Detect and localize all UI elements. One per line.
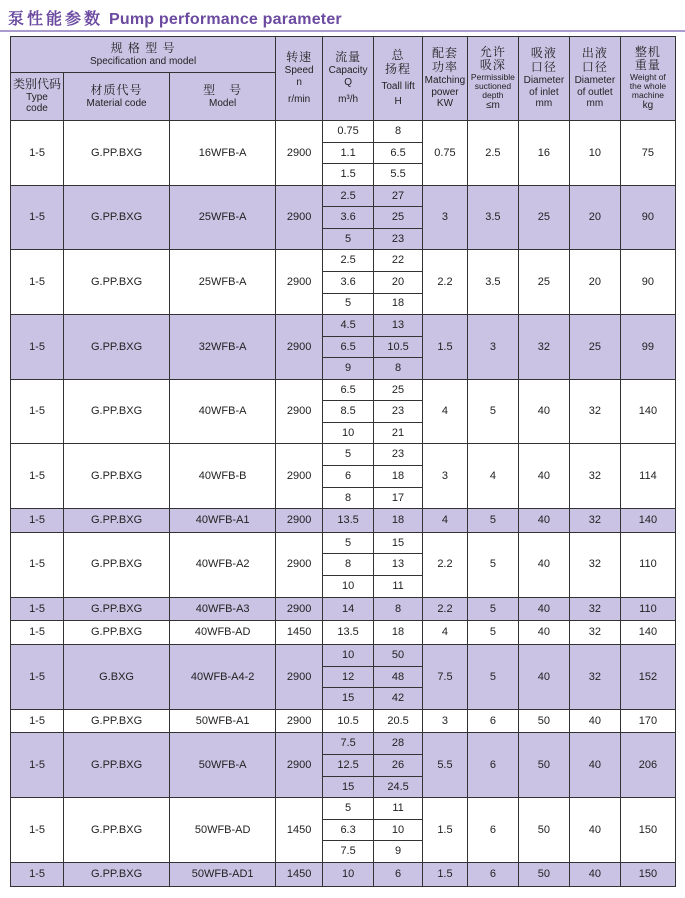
inlet-cell: 16 [518, 121, 569, 186]
capacity-cell: 5 [323, 532, 374, 554]
table-row [11, 733, 676, 755]
lift-cell: 22 [374, 250, 423, 272]
inlet-cell: 32 [518, 315, 569, 380]
weight-cell: 150 [620, 798, 675, 863]
material-code-cell: G.PP.BXG [64, 733, 170, 798]
lift-cell: 28 [374, 733, 423, 755]
speed-cell: 1450 [276, 798, 323, 863]
material-code-cell: G.PP.BXG [64, 862, 170, 886]
power-cell: 1.5 [423, 315, 468, 380]
weight-cell: 114 [620, 444, 675, 509]
power-cell: 3 [423, 709, 468, 733]
capacity-cell: 1.1 [323, 142, 374, 164]
material-code-cell: G.PP.BXG [64, 509, 170, 533]
speed-cell: 2900 [276, 121, 323, 186]
table-row [11, 621, 676, 645]
capacity-cell: 3.6 [323, 271, 374, 293]
capacity-cell: 13.5 [323, 621, 374, 645]
outlet-cell: 32 [569, 621, 620, 645]
suction-cell: 3 [467, 315, 518, 380]
lift-cell: 21 [374, 422, 423, 444]
speed-cell: 2900 [276, 444, 323, 509]
lift-cell: 13 [374, 554, 423, 576]
inlet-cell: 40 [518, 509, 569, 533]
model-cell: 40WFB-AD [170, 621, 276, 645]
model-cell: 32WFB-A [170, 315, 276, 380]
type-code-cell: 1-5 [11, 798, 64, 863]
suction-cell: 3.5 [467, 250, 518, 315]
capacity-cell: 9 [323, 358, 374, 380]
model-cell: 40WFB-A [170, 379, 276, 444]
lift-cell: 50 [374, 645, 423, 667]
capacity-cell: 6 [323, 466, 374, 488]
lift-cell: 42 [374, 688, 423, 710]
inlet-cell: 40 [518, 444, 569, 509]
inlet-header: 吸液 口径 Diameter of inlet mm [518, 37, 569, 121]
capacity-cell: 1.5 [323, 164, 374, 186]
type-code-header: 类别代码 Type code [11, 73, 64, 121]
outlet-cell: 40 [569, 733, 620, 798]
suction-cell: 5 [467, 509, 518, 533]
weight-cell: 206 [620, 733, 675, 798]
speed-cell: 2900 [276, 379, 323, 444]
capacity-cell: 6.5 [323, 379, 374, 401]
weight-cell: 140 [620, 621, 675, 645]
speed-cell: 2900 [276, 709, 323, 733]
lift-cell: 11 [374, 798, 423, 820]
suction-cell: 4 [467, 444, 518, 509]
speed-cell: 1450 [276, 862, 323, 886]
power-cell: 7.5 [423, 645, 468, 710]
material-code-cell: G.PP.BXG [64, 597, 170, 621]
table-row [11, 121, 676, 143]
model-cell: 40WFB-A1 [170, 509, 276, 533]
type-code-cell: 1-5 [11, 862, 64, 886]
speed-cell: 2900 [276, 733, 323, 798]
material-code-cell: G.PP.BXG [64, 621, 170, 645]
lift-header: 总 扬程 Toall lift H [374, 37, 423, 121]
speed-cell: 2900 [276, 597, 323, 621]
capacity-cell: 12.5 [323, 755, 374, 777]
inlet-cell: 50 [518, 798, 569, 863]
power-cell: 3 [423, 444, 468, 509]
lift-cell: 5.5 [374, 164, 423, 186]
inlet-cell: 40 [518, 532, 569, 597]
type-code-cell: 1-5 [11, 121, 64, 186]
suction-cell: 5 [467, 597, 518, 621]
outlet-cell: 25 [569, 315, 620, 380]
lift-cell: 17 [374, 487, 423, 509]
lift-cell: 13 [374, 315, 423, 337]
lift-cell: 48 [374, 666, 423, 688]
inlet-cell: 40 [518, 645, 569, 710]
lift-cell: 26 [374, 755, 423, 777]
weight-cell: 170 [620, 709, 675, 733]
speed-header: 转速 Speed n r/min [276, 37, 323, 121]
model-cell: 50WFB-A1 [170, 709, 276, 733]
outlet-cell: 32 [569, 444, 620, 509]
spec-header: 规 格 型 号 Specification and model [11, 37, 276, 73]
material-code-cell: G.PP.BXG [64, 185, 170, 250]
capacity-cell: 2.5 [323, 185, 374, 207]
model-cell: 40WFB-B [170, 444, 276, 509]
capacity-cell: 10 [323, 422, 374, 444]
weight-cell: 99 [620, 315, 675, 380]
speed-cell: 2900 [276, 185, 323, 250]
weight-cell: 152 [620, 645, 675, 710]
lift-cell: 27 [374, 185, 423, 207]
type-code-cell: 1-5 [11, 597, 64, 621]
outlet-header: 出液 口径 Diameter of outlet mm [569, 37, 620, 121]
table-row [11, 185, 676, 207]
lift-cell: 8 [374, 121, 423, 143]
capacity-cell: 0.75 [323, 121, 374, 143]
capacity-cell: 8 [323, 487, 374, 509]
table-row [11, 862, 676, 886]
speed-cell: 1450 [276, 621, 323, 645]
weight-cell: 90 [620, 250, 675, 315]
type-code-cell: 1-5 [11, 621, 64, 645]
inlet-cell: 40 [518, 379, 569, 444]
suction-cell: 6 [467, 733, 518, 798]
table-row [11, 597, 676, 621]
inlet-cell: 50 [518, 709, 569, 733]
lift-cell: 10 [374, 819, 423, 841]
table-row [11, 444, 676, 466]
lift-cell: 20.5 [374, 709, 423, 733]
lift-cell: 24.5 [374, 776, 423, 798]
material-code-cell: G.PP.BXG [64, 444, 170, 509]
lift-cell: 23 [374, 444, 423, 466]
model-cell: 50WFB-AD [170, 798, 276, 863]
lift-cell: 15 [374, 532, 423, 554]
model-cell: 40WFB-A2 [170, 532, 276, 597]
type-code-cell: 1-5 [11, 250, 64, 315]
lift-cell: 6 [374, 862, 423, 886]
table-header [11, 37, 676, 121]
lift-cell: 8 [374, 358, 423, 380]
capacity-cell: 3.6 [323, 207, 374, 229]
lift-cell: 18 [374, 293, 423, 315]
speed-cell: 2900 [276, 315, 323, 380]
capacity-cell: 8 [323, 554, 374, 576]
outlet-cell: 40 [569, 862, 620, 886]
suction-cell: 5 [467, 645, 518, 710]
outlet-cell: 20 [569, 250, 620, 315]
power-cell: 1.5 [423, 798, 468, 863]
lift-cell: 25 [374, 207, 423, 229]
inlet-cell: 40 [518, 621, 569, 645]
material-code-cell: G.PP.BXG [64, 121, 170, 186]
lift-cell: 9 [374, 841, 423, 863]
capacity-cell: 7.5 [323, 733, 374, 755]
inlet-cell: 25 [518, 185, 569, 250]
lift-cell: 18 [374, 509, 423, 533]
capacity-cell: 5 [323, 444, 374, 466]
model-cell: 16WFB-A [170, 121, 276, 186]
capacity-cell: 6.3 [323, 819, 374, 841]
outlet-cell: 32 [569, 645, 620, 710]
suction-cell: 6 [467, 862, 518, 886]
type-code-cell: 1-5 [11, 444, 64, 509]
type-code-cell: 1-5 [11, 709, 64, 733]
capacity-cell: 12 [323, 666, 374, 688]
capacity-cell: 5 [323, 228, 374, 250]
suction-cell: 2.5 [467, 121, 518, 186]
type-code-cell: 1-5 [11, 379, 64, 444]
model-cell: 50WFB-AD1 [170, 862, 276, 886]
suction-cell: 6 [467, 798, 518, 863]
capacity-header: 流量 Capacity Q m³/h [323, 37, 374, 121]
material-code-cell: G.PP.BXG [64, 709, 170, 733]
outlet-cell: 32 [569, 379, 620, 444]
outlet-cell: 32 [569, 509, 620, 533]
power-cell: 4 [423, 621, 468, 645]
lift-cell: 8 [374, 597, 423, 621]
inlet-cell: 25 [518, 250, 569, 315]
weight-cell: 140 [620, 509, 675, 533]
model-cell: 40WFB-A3 [170, 597, 276, 621]
type-code-cell: 1-5 [11, 315, 64, 380]
lift-cell: 23 [374, 401, 423, 423]
type-code-cell: 1-5 [11, 185, 64, 250]
table-row [11, 709, 676, 733]
outlet-cell: 10 [569, 121, 620, 186]
suction-cell: 6 [467, 709, 518, 733]
type-code-cell: 1-5 [11, 509, 64, 533]
material-code-cell: G.BXG [64, 645, 170, 710]
capacity-cell: 5 [323, 293, 374, 315]
outlet-cell: 32 [569, 532, 620, 597]
material-code-cell: G.PP.BXG [64, 315, 170, 380]
suction-cell: 3.5 [467, 185, 518, 250]
capacity-cell: 2.5 [323, 250, 374, 272]
weight-header: 整机 重量 Weight of the whole machine kg [620, 37, 675, 121]
weight-cell: 90 [620, 185, 675, 250]
type-code-cell: 1-5 [11, 733, 64, 798]
capacity-cell: 15 [323, 776, 374, 798]
lift-cell: 10.5 [374, 336, 423, 358]
capacity-cell: 10 [323, 575, 374, 597]
outlet-cell: 32 [569, 597, 620, 621]
power-cell: 1.5 [423, 862, 468, 886]
inlet-cell: 50 [518, 733, 569, 798]
weight-cell: 140 [620, 379, 675, 444]
power-header: 配套 功率 Matching power KW [423, 37, 468, 121]
weight-cell: 150 [620, 862, 675, 886]
power-cell: 4 [423, 509, 468, 533]
outlet-cell: 40 [569, 709, 620, 733]
capacity-cell: 10 [323, 645, 374, 667]
table-row [11, 379, 676, 401]
pump-performance-table [10, 36, 676, 887]
page-title [8, 6, 342, 26]
power-cell: 2.2 [423, 250, 468, 315]
lift-cell: 6.5 [374, 142, 423, 164]
material-code-cell: G.PP.BXG [64, 532, 170, 597]
model-cell: 50WFB-A [170, 733, 276, 798]
capacity-cell: 14 [323, 597, 374, 621]
outlet-cell: 20 [569, 185, 620, 250]
material-code-cell: G.PP.BXG [64, 379, 170, 444]
model-cell: 25WFB-A [170, 185, 276, 250]
table-row [11, 250, 676, 272]
power-cell: 5.5 [423, 733, 468, 798]
lift-cell: 18 [374, 466, 423, 488]
lift-cell: 18 [374, 621, 423, 645]
lift-cell: 20 [374, 271, 423, 293]
type-code-cell: 1-5 [11, 532, 64, 597]
speed-cell: 2900 [276, 645, 323, 710]
speed-cell: 2900 [276, 509, 323, 533]
capacity-cell: 8.5 [323, 401, 374, 423]
capacity-cell: 15 [323, 688, 374, 710]
capacity-cell: 5 [323, 798, 374, 820]
power-cell: 4 [423, 379, 468, 444]
material-code-cell: G.PP.BXG [64, 798, 170, 863]
power-cell: 2.2 [423, 532, 468, 597]
suction-cell: 5 [467, 379, 518, 444]
model-cell: 25WFB-A [170, 250, 276, 315]
lift-cell: 23 [374, 228, 423, 250]
model-header: 型 号 Model [170, 73, 276, 121]
outlet-cell: 40 [569, 798, 620, 863]
speed-cell: 2900 [276, 532, 323, 597]
table-body [11, 121, 676, 887]
power-cell: 2.2 [423, 597, 468, 621]
weight-cell: 110 [620, 597, 675, 621]
table-row [11, 532, 676, 554]
power-cell: 3 [423, 185, 468, 250]
capacity-cell: 10.5 [323, 709, 374, 733]
speed-cell: 2900 [276, 250, 323, 315]
inlet-cell: 40 [518, 597, 569, 621]
inlet-cell: 50 [518, 862, 569, 886]
title-divider [0, 30, 685, 32]
material-code-cell: G.PP.BXG [64, 250, 170, 315]
table-row [11, 798, 676, 820]
capacity-cell: 10 [323, 862, 374, 886]
table-row [11, 645, 676, 667]
capacity-cell: 4.5 [323, 315, 374, 337]
title-cn: 泵性能参数 [8, 11, 104, 28]
table-row [11, 509, 676, 533]
suction-cell: 5 [467, 621, 518, 645]
weight-cell: 75 [620, 121, 675, 186]
power-cell: 0.75 [423, 121, 468, 186]
model-cell: 40WFB-A4-2 [170, 645, 276, 710]
table-row [11, 315, 676, 337]
capacity-cell: 7.5 [323, 841, 374, 863]
material-code-header: 材质代号 Material code [64, 73, 170, 121]
weight-cell: 110 [620, 532, 675, 597]
lift-cell: 25 [374, 379, 423, 401]
suction-cell: 5 [467, 532, 518, 597]
lift-cell: 11 [374, 575, 423, 597]
capacity-cell: 6.5 [323, 336, 374, 358]
suction-header: 允许 吸深 Permissible suctioned depth ≤m [467, 37, 518, 121]
type-code-cell: 1-5 [11, 645, 64, 710]
capacity-cell: 13.5 [323, 509, 374, 533]
title-en: Pump performance parameter [109, 11, 342, 28]
